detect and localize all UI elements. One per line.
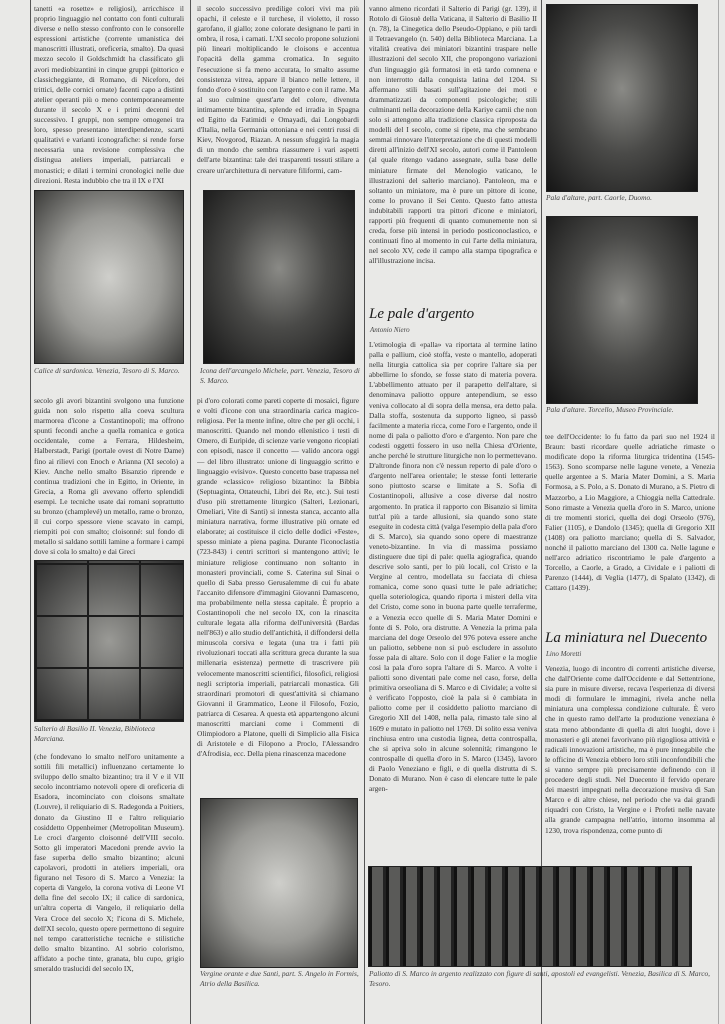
photo-caption: Calice di sardonica. Venezia, Tesoro di S. Marco. [34, 366, 180, 375]
chalice-photo [34, 190, 184, 364]
altarpiece-torcello-photo [546, 216, 698, 404]
article-text: (che fondevano lo smalto nell'oro unitamente a sottili fili metallici) influenzano certamente lo sviluppo dello smalto bizantino; tra il V e il VII secolo incontriamo notevoli opere di oreficeria di Esadora, incominciato con cloisons smaltate (Louvre), il reliquiario di S. Radegonda a Poitiers, donato da Giustino II e l'altro reliquiario cosiddetto Oppenheimer (Metropolitan Museum). Le croci d'argento cloisonné dell'VIII secolo. Sotto gli imperatori Macedoni prende avvio la fase superba dello smalto bizantino; alcuni capolavori, prodotti in ateliers imperiali, ora figurano nel Tesoro di S. Marco a Venezia: la coperta di Vangelo, la corona votiva di Leone VI della fine del secolo IX; il calice di sardonica, un'altra coperta di Vangelo, il reliquiario della Vera Croce del secolo X; l'icona di S. Michele, dell'XI secolo, questo opere permettono di seguire nel tempo caratteristiche tecniche e stilistiche dello smalto bizantino. Al sobrio colorismo, affidato a poche tinte, granata, blu cupo, grigio smeraldo traslucidi del secolo IX, [34, 752, 184, 973]
page-edge-rule [30, 0, 31, 1024]
section-title: Le pale d'argento [369, 306, 475, 322]
author-name: Lino Moretti [546, 650, 582, 658]
article-text: L'etimologia di «palla» va riportata al termine latino palla e pallium, cioè stoffa, veste o mantello, adoperati nella liturgia cattolica sia per coprire l'altare sia per abbellirne lo sfondo, se fosse stato di materia povera. L'abbellimento attuato per il parapetto dell'altare, si denominava paliotto oppure antependium, se esso veniva collocato al di sopra della mensa, era detto pala. Dalla stoffa, sostenuta da supporto ligneo, si passò facilmente a materia ricca, come l'oro e l'argento, onde il nome di pala o paliotto d'oro e d'argento. Non pare che codesti oggetti fossero in uso nella Chiesa d'Oriente, anche perché le strutture liturgiche non lo permettevano. D'altronde finora non c'è nessun reperto di pale d'oro o d'argento nell'area orientale; le stesse fonti letterarie sono piuttosto scarse e limitate a S. Sofia di Costantinopoli, allusive a cose diverse dal nostro argomento. In pratica il rapporto con Bisanzio si limita tutt'al più a tarde allusioni, sia quando sono state eseguite in codesta città (valga l'esempio della pala d'oro di S. Marco), sia quando sono opere di maestranze veneto-bizantine. In via di massima possiamo distinguere due tipi di pale: quella agiografica, quando descrive solo santi, per lo più locali, col Cristo e la Vergine al centro, modellata su facciata di chiesa romanica, come sono quasi tutte le pale adriatiche; quella soteriologica, quando riporta i misteri della vita del Cristo, come sono in buona parte quelle terraferme, e a Venezia ecco quelle di S. Maria Mater Domini e fonte di S. Polo, ora distrutte. A Venezia la prima pala marciana del doge Orseolo del 976 poteva essere anche un paliotto, sebbene non si può escludere in assoluto fosse pala di altare. Solo con il doge Falier e la moglie così la pala d'oro sopra l'altare di S. Marco. A volte i paliotti sono diventati pale come nel caso, forse, della primitiva orseoliana di S. Marco e di Cividale; a volte si è verificato l'opposto, cioè la pala si è cambiata in paliotto come per il cosiddetto paliotto marciano di Gregorio XII del 1408, nella pala, rimasto tale sino al 1609 e mutato in paliotto nel 1769. Di solito essa veniva rinchiusa entro una custodia lignea, detta controspalla, che si apriva solo in alcune solennità; rimangono le controspalle di quella d'oro in S. Marco (1345), lavoro di Paolo Veneziano e figli, e di quella distrutta di S. Donato di Murano. Non è caso di elencare tutte le pale argen- [369, 340, 537, 794]
article-text: vanno almeno ricordati il Salterio di Parigi (gr. 139), il Rotolo di Giosuè della Vaticana, il Salterio di Basilio II (n. 78), la Cinegetica dello Pseudo-Oppiano, e più tardi il Tetraevangelo (n. 540) della Biblioteca Marciana. La vitalità creativa dei miniatori bizantini traspare nelle illustrazioni del secolo XII, che propongono variazioni d'un linguaggio già formatosi in età tardo comnena e non interrotto dalla conquista latina del 1204. Si affermano stili basati sull'agitazione dei moti e drammatizzati da componenti psicologiche; stili culminanti nella decorazione della Kariye camii che non solo si attengono alla tradizione classica riproposta da modelli del I secolo, come si ripete, ma che sembrano semmai rinnovare l'interpretazione che di questi modelli diretti all'inizio dell'XI secolo, autori come il Pantoleon (al quale ritengo vadano assegnate, sulla base delle miniature firmate del Menologio vaticano, le illustrazioni del salterio marciano). Pantoleon, ma e soltanto un miniatore, ma è pure un pittore di icone, come lo provano il Sei Cento. Questo fatto attesta indubitabili rapporti tra pittori d'icone e miniatori, rapporti più frequenti di quanto comunemente non si creda, forse più intensi in periodo posticonoclastico, e continuati fino al momento in cui l'arte della miniatura, nel secolo XV, cede il campo alla stampa tipografica e all'illustrazione incisa. [369, 4, 537, 266]
page-edge-rule [718, 0, 719, 1024]
author-name: Antonio Niero [370, 326, 410, 334]
article-text: il secolo successivo predilige colori vivi ma più opachi, il celeste e il turchese, il violetto, il rosso garofano, il giallo; zone colorate designano le parti in ombra, il rosa, i carnati. L'XI secolo propone soluzioni più lineari moltiplicando le cloisons e accentua l'opacità della gamma cromatica. In seguito l'esecuzione si fa meno accurata, lo smalto assume consistenza vitrea, appare il bianco nelle lettere, il fondo d'oro è sostituito con l'argento e con il rame. Ma al suo culmine quest'arte del colore, divenuta intimamente bizantina, splende ed irradia in Spagna ed Egitto da Fatimidi e Omayadi, dai Longobardi d'Italia, nella Germania ottoniana e nei centri russi di Kiev, Novgorod, Riazan. A nessun sfuggirà la magia di un mondo che sembra riassumere i vari aspetti dell'arte bizantina: tale dei trasparenti tessuti stilare a creare un'architettura di nervature filiformi, cam- [197, 4, 359, 175]
photo-caption: Pala d'altare. Torcello, Museo Provinciale. [546, 405, 674, 414]
photo-caption: Icona dell'arcangelo Michele, part. Venezia, Tesoro di S. Marco. [200, 366, 360, 385]
article-text: tanetti «a rosette» e religiosi), arricchisce il proprio linguaggio nel contatto con fonti culturali diverse e nello stesso confronto con le consorelle espressioni artistiche (corrente umanistica dei manoscritti illustrati, oreficeria, smalto). Da quasi mezzo secolo il Goldschmidt ha classificato gli avori mediobizantini in cinque gruppi (pittorico e classicheggiante, di Romano, di Niceforo, dei trittici, delle cornici ornate) facenti capo a distinti atelier operanti più o meno contemporaneamente durante il secolo X e i primi decenni del successivo. I gruppi, non sempre omogenei tra loro, spesso presentano interdipendenze, scarti qualitativi e varianti iconografiche: si rende forse necessaria una revisione complessiva che distingua ateliers imperiali, patriarcali e monastici; e dilati i termini cronologici nelle due direzioni. Resta indubbio che tra il IX e l'XI [34, 4, 184, 185]
altarpiece-caorle-photo [546, 4, 698, 192]
article-text: Venezia, luogo di incontro di correnti artistiche diverse, che dall'Oriente come dall'Occidente e dal Settentrione, sia pure in misure diverse, recava l'esperienza di diversi modi di formulare le immagini, rivela anche nella miniatura una complessa condizione culturale. È vero che in questo ramo dell'arte la produzione veneziana è stata meno abbondante di quella di altri luoghi, dove i monasteri e gli atenei favorivano più rigogliosa attività e radicali innovazioni artistiche, ma è pure innegabile che le officine di Venezia ebbero loro stili inconfondibili che si vanno sempre più precisamente definendo con il procedere degli studi. Nel Duecento il fervido operare dei maestri impegnati nella decorazione musiva di San Marco e di altre chiese, nel periodo che va dai grandi riquadri con Cristo, la Vergine e i Profeti nelle navate alla grande campagna nell'atrio, intorno insomma al 1230, trova rispondenza, come punto di [545, 664, 715, 835]
icon-archangel-photo [203, 190, 355, 364]
psalter-photo [34, 560, 184, 722]
column-rule [190, 0, 191, 1024]
fresco-photo [200, 798, 358, 968]
article-text: secolo gli avori bizantini svolgono una funzione guida non solo rispetto alla coeva scultura marmorea d'icone a Costantinopoli; ma offrono spunti fecondi anche a quella romanica e gotica occidentale, come a Ferrara, Hildesheim, Halberstadt, Parigi (portale ovest di Notre Dame) fino ai rilievi con Enoch e Arianna (XI secolo) a Kiev. Anche nello smalto Bisanzio riprende e continua tradizioni che in Egitto, in Oriente, in Grecia, a Roma gli avevano offerto splendidi esempi. Le tecniche usate dai romani soprattutto su bronzo (champlevé) un metallo, rame o bronzo, il cui corpo spessore viene scavato in campi, riempiti poi con smalto; cloisonné: sul fondo di metallo si saldano sottili lamine a formare i campi dove si cola lo smalto) e dai Greci [34, 396, 184, 556]
column-rule [364, 0, 365, 1024]
section-title: La miniatura nel Duecento [545, 630, 708, 646]
article-text: pi d'oro colorati come pareti coperte di mosaici, figure e volti d'icone con una straordinaria carica magico-religiosa. Per la mente infine, oltre che per gli occhi, i manoscritti. Quando nel mondo ellenistico i testi di Omero, di Euripide, di scienze varie vengono ricopiati con episodi, nasce il concetto — valido ancora oggi — del libro illustrato: unione di linguaggio scritto e linguaggio «visivo». Questo concetto base trapassa nel grande «classico» religioso bizantino: la Bibbia (Septuaginta, Ottateuchi, Libri dei Re, etc.). Sui testi d'uso più strettamente liturgico (Salteri, Lezionari, Omeliari, Vite di Santi) si innesta stanca, accanto alla miniatura narrativa, forme illustrative più ornate ed elaborate; ai costituisce il ciclo delle dodici «Feste», spesso miniate a piena pagina. Durante l'iconoclastia (723-843) i centri scrittori si mantengono attivi; le miniature religiose continuano non soltanto in monasteri provinciali, come S. Caterina sul Sinai o quello di Saba presso Gerusalemme di cui fu abate l'accanito difensore d'immagini Giovanni Damasceno, ma probabilmente nella stessa capitale. È proprio a Costantinopoli che nel secolo IX, con la rinascita culturale legata alla riforma dell'università (Bardas nell'863) e allo studio dell'antichità, il diffondersi della minuscola corsiva e legata (una tra i fatti più rivoluzionari toccati alla scrittura greca durante la sua millenaria esistenza) permette di trascrivere più velocemente manoscritti scientifici, filosofici, religiosi negli scriptoria imperiali, patriarcali monastica. Gli straordinari promotori di quest'attività si chiamano Giovanni il Grammatico, Leone il Filosofo, Fozio, patriarca di Cesarea. A questa età appartengono alcuni manoscritti marciani come i Commenti di Olimpiodoro a Platone, quelli di Simplicio alla Fisica di Aristotele e di Filopono a Proclo, l'Alessandro d'Afrodisia, ecc. Della piena rinascenza macedone [197, 396, 359, 759]
paliotto-photo [368, 866, 692, 967]
photo-caption: Pala d'altare, part. Caorle, Duomo. [546, 193, 653, 202]
photo-caption: Paliotto di S. Marco in argento realizzato con figure di santi, apostoli ed evangelisti. Venezia, Basilica di S. Marco, Tesoro. [369, 969, 711, 988]
photo-caption: Vergine orante e due Santi, part. S. Angelo in Formis, Atrio della Basilica. [200, 969, 359, 988]
photo-caption: Salterio di Basilio II. Venezia, Biblioteca Marciana. [34, 724, 155, 743]
article-text: tee dell'Occidente: lo fu fatto da pari suo nel 1924 il Braun: basti ricordare quelle adriatiche rimaste o modificate dopo la riforma liturgica tridentina (1545-1563). Sono scomparse nelle lagune venete, a Venezia quelle argentee a S. Maria Mater Domini, a S. Maria Formosa, a S. Polo, a S. Donato di Murano, a S. Pietro di Mazzorbo, a Lio Maggiore, a Chioggia nella Cattedrale. Sono rimaste a Venezia quella d'oro in S. Marco, unione di tre momenti storici, quella dei dogi Orseolo (976), Falier (1105), e Dandolo (1345); quella di Gregorio XII (1408) ora paliotto marciano; quella di S. Salvador, nonché il paliotto marciano del 1300 ca. Nelle lagune e nell'arco adriatico riscontriamo le pale d'argento a Torcello, a Caorle, a Grado, a Cividale e i paliotti di Parenzo (1444), di Veglia (1477), di Spalato (1342), di Cattaro (1439). [545, 432, 715, 593]
